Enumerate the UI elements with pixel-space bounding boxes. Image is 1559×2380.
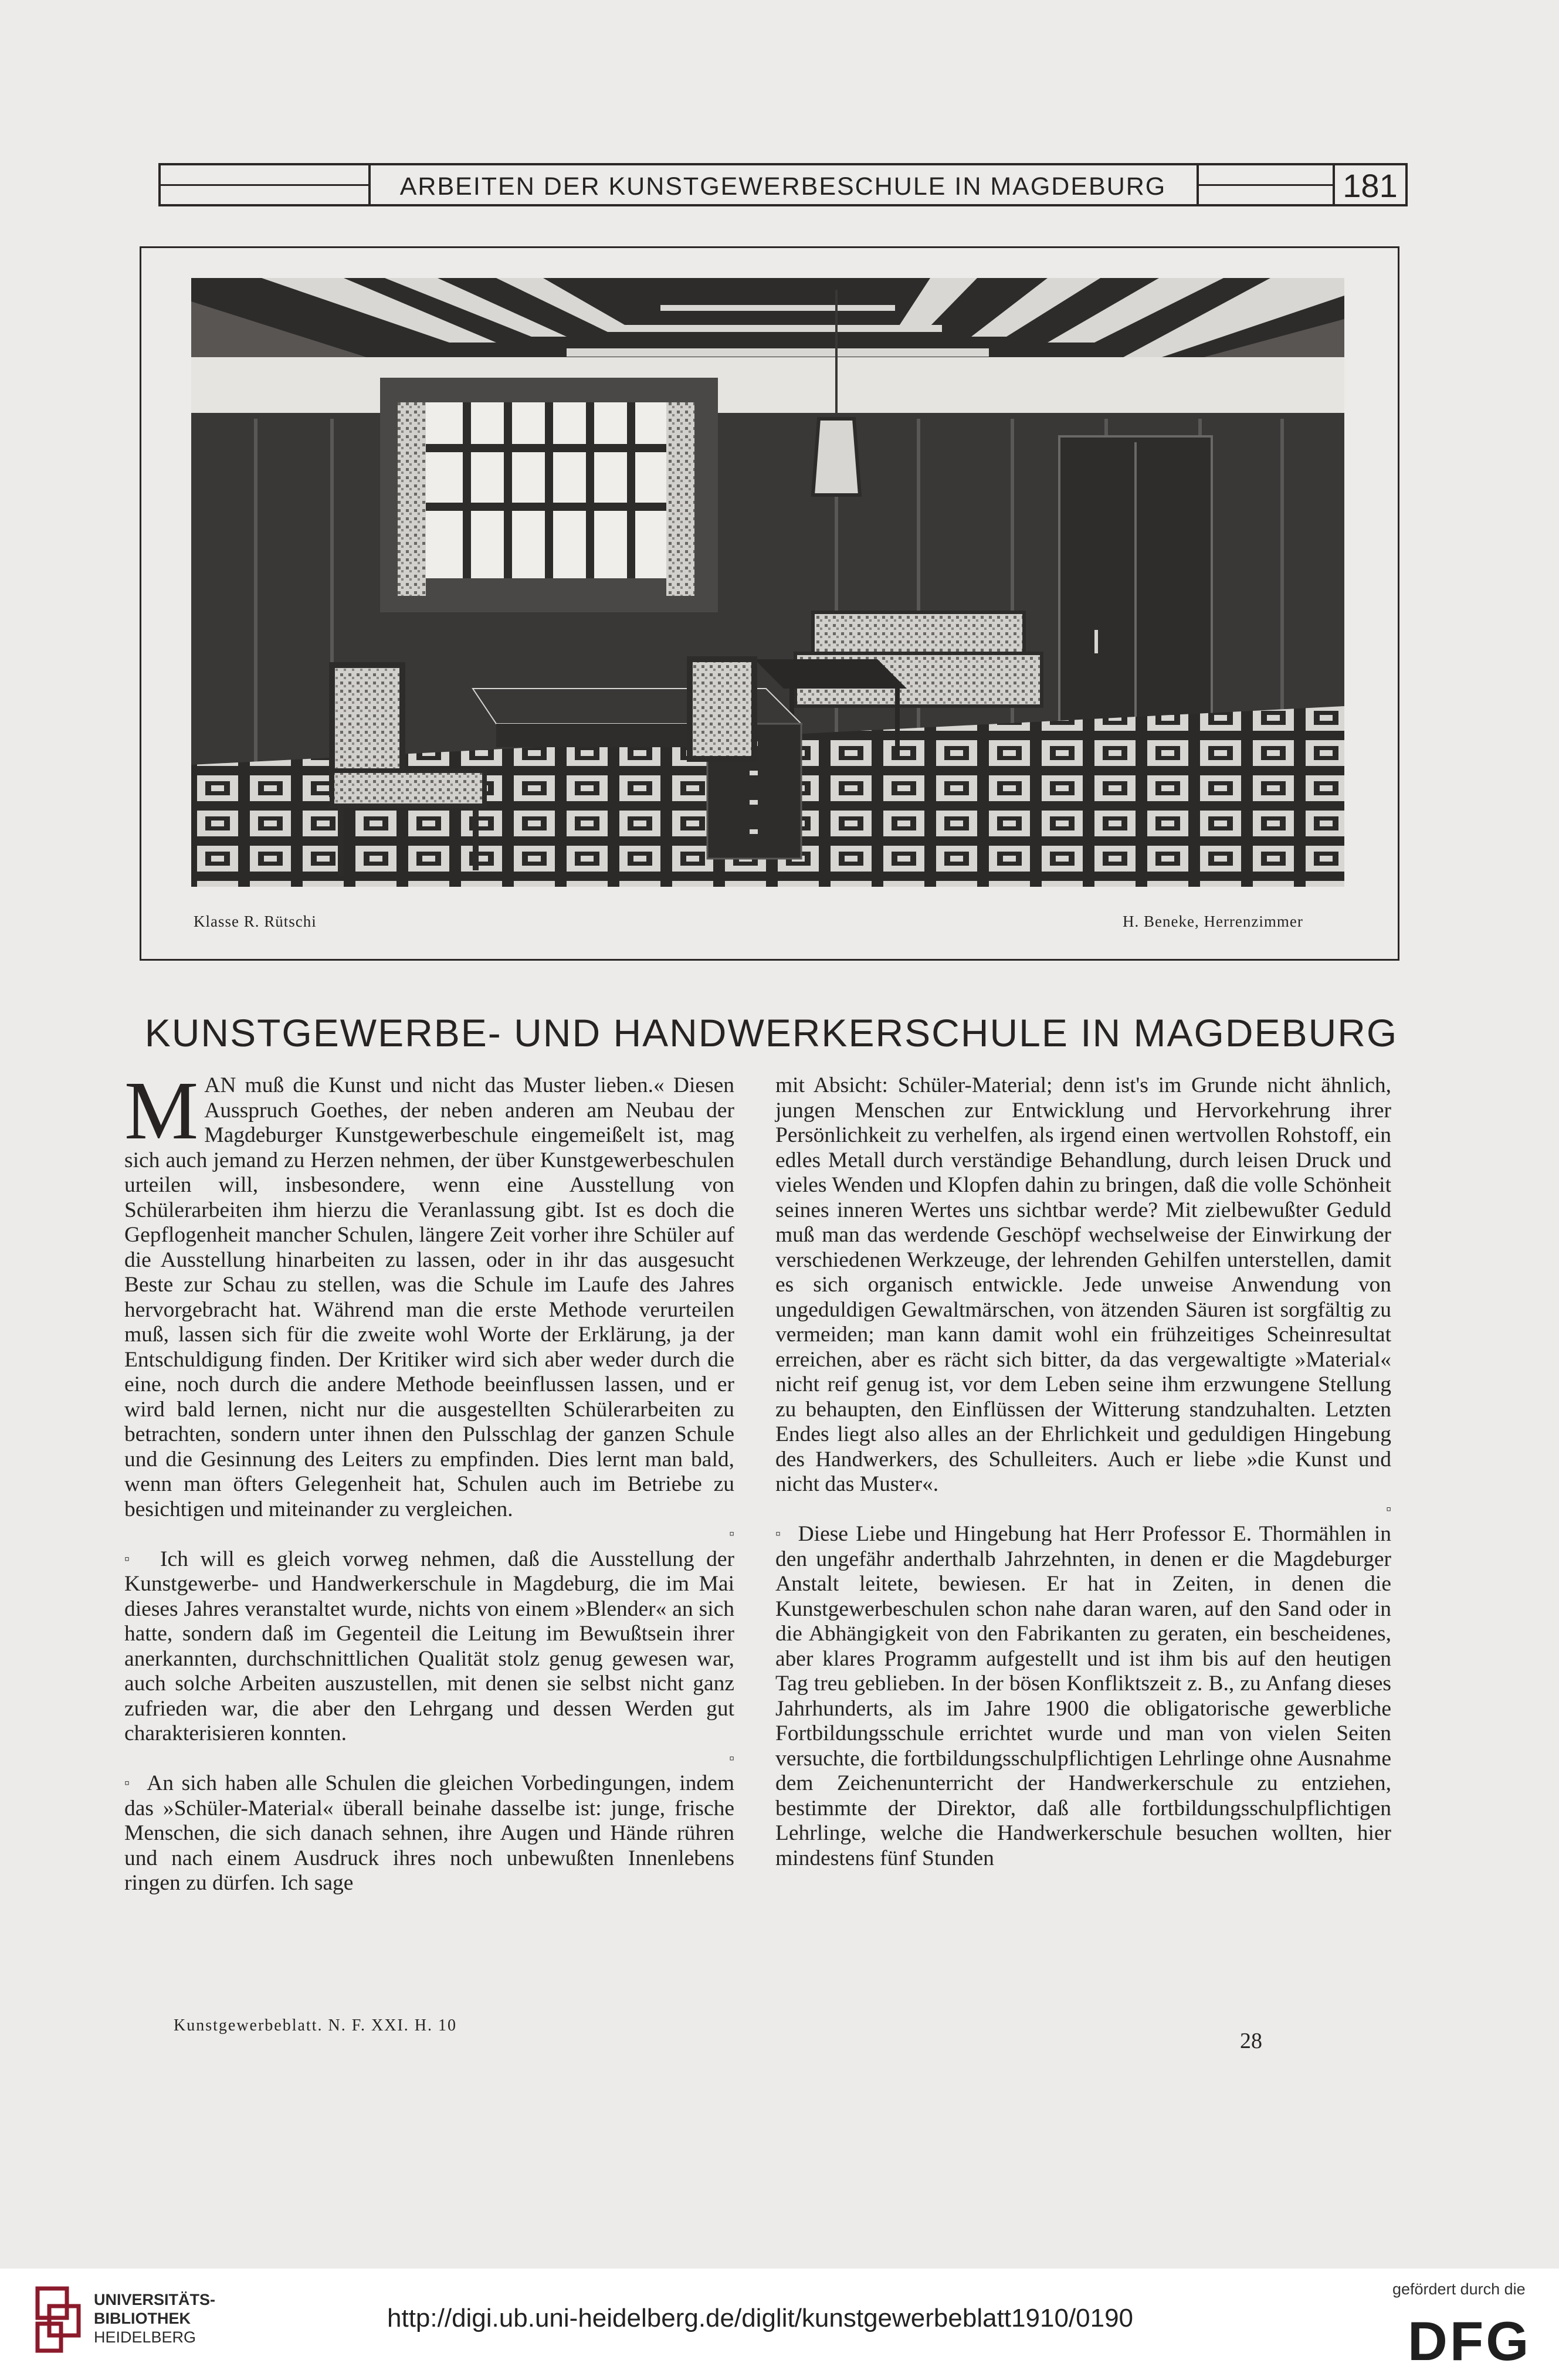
paragraph-3 xyxy=(124,1771,734,1896)
paragraph-end-mark: ▫ xyxy=(1386,1501,1391,1517)
library-name-line-3: HEIDELBERG xyxy=(94,2328,196,2346)
paragraph-mark: ▫ xyxy=(124,1551,136,1567)
library-name xyxy=(94,2290,246,2347)
right-column xyxy=(775,1073,1391,1871)
room-illustration xyxy=(191,278,1344,887)
figure-caption-left: Klasse R. Rütschi xyxy=(194,913,317,930)
page-number: 181 xyxy=(1343,167,1398,204)
library-logo-icon xyxy=(32,2283,84,2357)
paragraph-end-mark: ▫ xyxy=(729,1750,734,1767)
paragraph-5 xyxy=(775,1522,1391,1871)
room-photograph xyxy=(191,278,1344,887)
figure-caption-right: H. Beneke, Herrenzimmer xyxy=(1123,913,1303,930)
paragraph-mark: ▫ xyxy=(124,1775,133,1791)
article-title: KUNSTGEWERBE- UND HANDWERKERSCHULE IN MAGDEBURG xyxy=(144,1011,1398,1055)
paragraph-2-text: Ich will es gleich vorweg nehmen, daß die Ausstellung der Kunstgewerbe- und Handwerkerschule in Magdeburg, die im Mai dieses Jahres veranstaltet wurde, nichts von einem »Blender« an sich hatte, sondern daß im Gegenteil die Leitung im Bewußtsein ihrer anerkannten, durchschnittlichen Qualität stolz genug gewesen war, auch solche Arbeiten auszustellen, mit denen sie selbst nicht ganz zufrieden war, die aber den Lehrgang und dessen Werden gut charakterisieren konnten. xyxy=(124,1547,734,1745)
library-name-line-1: UNIVERSITÄTS- xyxy=(94,2291,216,2308)
header-rule-bottom xyxy=(158,204,1408,206)
header-rule-mid-right xyxy=(1197,184,1335,186)
paragraph-4-text: mit Absicht: Schüler-Material; denn ist's im Grunde nicht ähnlich, jungen Menschen zur Entwicklung und Hervorkehrung ihrer Persönlichkeit zu verhelfen, als irgend einen wertvollen Rohstoff, ein edles Metall durch verständige Behandlung, durch leisen Druck und vieles Wenden und Klopfen dahin zu bringen, daß die volle Schönheit seines inneren Wertes uns sichtbar werde? Mit zielbewußter Geduld muß man das werdende Geschöpf wechselweise der Einwirkung der verschiedenen Werkzeuge, der lehrenden Gehilfen unterstellen, damit es sich organisch entwickle. Jede unweise Anwendung von ungeduldigen Gewaltmärschen, von ätzenden Säuren ist sorgfältig zu vermeiden; man kann damit wohl ein frühzeitiges Scheinresultat erreichen, aber es rächt sich bitter, da das vergewaltigte »Material« nicht reif genug ist, vor dem Leben seine ihm erzwungene Stellung zu behaupten, den Einflüssen der Witterung standzuhalten. Letzten Endes liegt also alles an der Ehrlichkeit und geduldigen Hingebung des Handwerkers, des Schulleiters. Auch er liebe »die Kunst und nicht das Muster«. xyxy=(775,1073,1391,1496)
header-rule-right-cap xyxy=(1405,163,1408,206)
drop-cap: M xyxy=(124,1064,199,1157)
journal-footer: Kunstgewerbeblatt. N. F. XXI. H. 10 xyxy=(174,2016,457,2035)
paragraph-mark: ▫ xyxy=(775,1526,783,1542)
paragraph-5-text: Diese Liebe und Hingebung hat Herr Professor E. Thormählen in den ungefähr anderthalb Jahrzehnten, in denen er die Magdeburger Anstalt leitete, bewiesen. Er hat in Zeiten, in denen die Kunstgewerbeschulen schon nahe daran waren, auf den Sand oder in die Abhängigkeit von den Fabrikanten zu geraten, ein bescheidenes, aber klares Programm aufgestellt und ist ihm bis auf den heutigen Tag treu geblieben. In der bösen Konfliktszeit z. B., zu Anfang dieses Jahrhunderts, als im Jahre 1900 die obligatorische gewerbliche Fortbildungsschule errichtet wurde und man von vielen Seiten versuchte, die fortbildungsschulpflichtigen Lehrlinge ohne Ausnahme dem Zeichenunterricht der Handwerkerschule zu entziehen, bestimmte der Direktor, daß alle fortbildungsschulpflichtigen Lehrlinge, welche die Handwerkerschule besuchen wollten, hier mindestens fünf Stunden xyxy=(775,1522,1391,1870)
paragraph-1 xyxy=(124,1064,734,1547)
funded-by-label: gefördert durch die xyxy=(1392,2280,1526,2298)
paragraph-2 xyxy=(124,1547,734,1772)
paragraph-end-mark: ▫ xyxy=(729,1526,734,1542)
library-name-line-2: BIBLIOTHEK xyxy=(94,2310,191,2327)
paragraph-4 xyxy=(775,1073,1391,1522)
header-rule-divider-left xyxy=(368,163,371,206)
running-title: ARBEITEN DER KUNSTGEWERBESCHULE IN MAGDEBURG xyxy=(399,172,1167,201)
left-column xyxy=(124,1064,734,1896)
permalink-url[interactable]: http://digi.ub.uni-heidelberg.de/diglit/kunstgewerbeblatt1910/0190 xyxy=(387,2304,1134,2332)
dfg-logo: DFG xyxy=(1408,2310,1531,2372)
paragraph-1-text: AN muß die Kunst und nicht das Muster lieben.« Diesen Ausspruch Goethes, der neben anderen am Neubau der Magdeburger Kunstgewerbeschule eingemeißelt ist, mag sich auch jemand zu Herzen nehmen, der über Kunstgewerbeschulen urteilen will, insbesondere, wenn eine Ausstellung von Schülerarbeiten ihm hierzu die Veranlassung gibt. Ist es doch die Gepflogenheit mancher Schulen, längere Zeit vorher ihre Schüler auf die Ausstellung hinarbeiten zu lassen, oder in ihr das ausgesucht Beste zur Schau zu stellen, was die Schule im Laufe des Jahres hervorgebracht hat. Während man die erste Methode verurteilen muß, lassen sich für die zweite wohl Worte der Erklärung, ja der Entschuldigung finden. Der Kritiker wird sich aber weder durch die eine, noch durch die andere Methode beeinflussen lassen, und er wird bald lernen, nicht nur die ausgestellten Schülerarbeiten zu betrachten, sondern unter ihnen den Pulsschlag der ganzen Schule und die Gesinnung des Leiters zu empfinden. Dies lernt man bald, wenn man öfters Gelegenheit hat, Schulen auch im Betriebe zu besichtigen und miteinander zu vergleichen. xyxy=(124,1073,734,1521)
header-rule-top xyxy=(158,163,1408,165)
header-rule-mid xyxy=(158,184,370,186)
paragraph-3-text: An sich haben alle Schulen die gleichen Vorbedingungen, indem das »Schüler-Material« überall beinahe dasselbe ist: junge, frische Menschen, die sich danach sehnen, ihre Augen und Hände rühren und nach einem Ausdruck ihres noch unbewußten Innenlebens ringen zu dürfen. Ich sage xyxy=(124,1771,734,1895)
signature-number: 28 xyxy=(1240,2029,1262,2053)
